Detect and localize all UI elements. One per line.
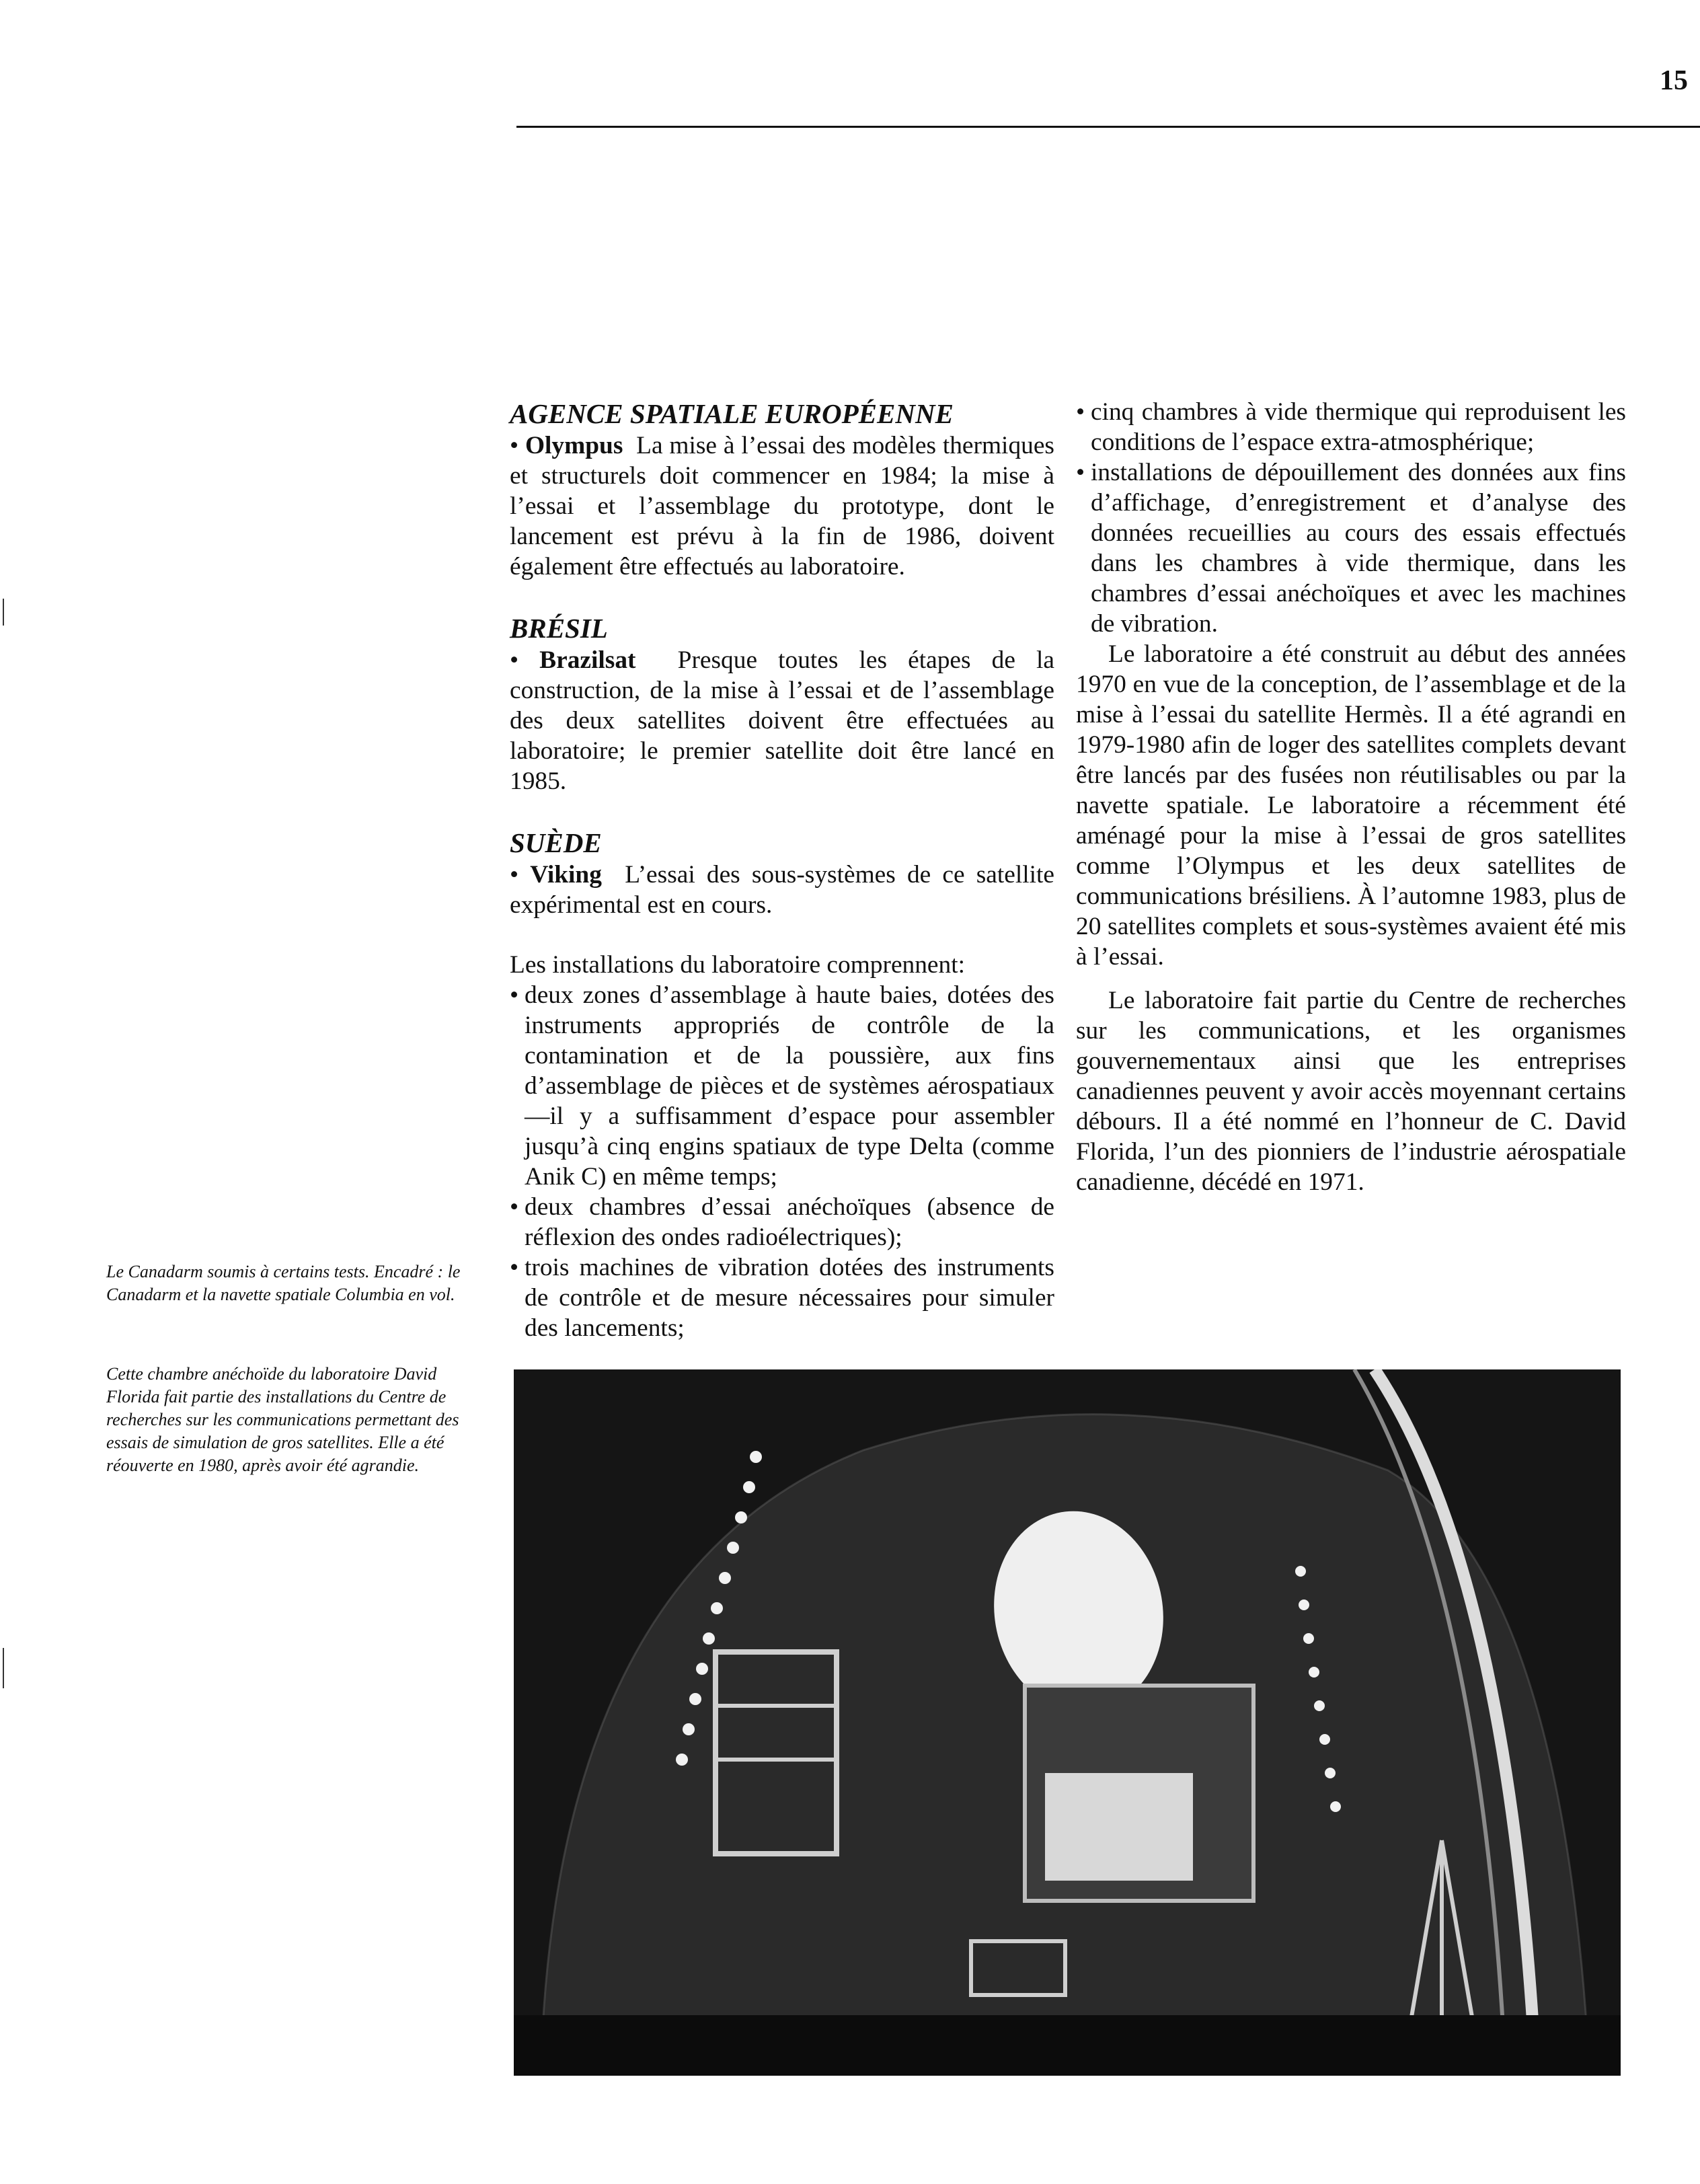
caption-chamber: Cette chambre anéchoïde du laboratoire David Florida fait partie des installations du Centre de recherches sur les communications permettant des essais de simulation de gros satellites. Elle a été réouverte en 1980, après avoir été agrandie.	[106, 1364, 459, 1475]
margin-mark	[3, 1648, 4, 1688]
entry-lead-brazilsat: Brazilsat	[539, 646, 636, 674]
facility-item: • deux chambres d’essai anéchoïques (absence de réflexion des ondes radioélectriques);	[510, 1192, 1054, 1252]
page-number: 15	[1660, 65, 1688, 96]
section-heading-suede: SUÈDE	[510, 827, 602, 858]
facilities-list-continued	[1076, 397, 1626, 639]
entry-lead-olympus: Olympus	[525, 432, 623, 459]
facility-item: • deux zones d’assemblage à haute baies, dotées des instruments appropriés de contrôle de la contamination et de la poussière, aux fins d’assemblage de pièces et de systèmes aérospatiaux—il y a suffisamment d’espace pour assembler jusqu’à cinq engins spatiaux de type Delta (comme Anik C) en même temps;	[510, 980, 1054, 1192]
facilities-list	[510, 980, 1054, 1343]
facility-item: • cinq chambres à vide thermique qui reproduisent les conditions de l’espace extra-atmosphérique;	[1076, 397, 1626, 457]
section-entry-olympus: • Olympus La mise à l’essai des modèles thermiques et structurels doit commencer en 1984; la mise à l’essai et l’assemblage du prototype, dont le lancement est prévu à la fin de 1986, doivent également être effectués au laboratoire.	[510, 432, 1054, 580]
facility-item: • trois machines de vibration dotées des instruments de contrôle et de mesure nécessaires pour simuler des lancements;	[510, 1252, 1054, 1343]
photo-illustration	[514, 1369, 1621, 2076]
right-column	[1076, 397, 1626, 1197]
entry-text-brazilsat: Presque toutes les étapes de la construction, de la mise à l’essai et de l’assemblage des deux satellites doivent être effectuées au laboratoire; le premier satellite doit être lancé en 1985.	[510, 646, 1054, 795]
entry-lead-viking: Viking	[530, 861, 602, 889]
margin-mark	[3, 599, 4, 626]
section-entry-viking: • Viking L’essai des sous-systèmes de ce satellite expérimental est en cours.	[510, 861, 1054, 919]
header-rule	[516, 126, 1700, 128]
facility-item: • installations de dépouillement des données aux fins d’affichage, d’enregistrement et d’analyse des données recueillies au cours des essais effectués dans les chambres à vide thermique, dans les chambres d’essai anéchoïques et avec les machines de vibration.	[1076, 457, 1626, 639]
anechoic-chamber-photo	[514, 1369, 1621, 2076]
facilities-intro: Les installations du laboratoire comprennent:	[510, 951, 965, 979]
body-paragraph: Le laboratoire a été construit au début des années 1970 en vue de la conception, de l’assemblage et de la mise à l’essai du satellite Hermès. Il a été agrandi en 1979-1980 afin de loger des satellites complets devant être lancés par des fusées non réutilisables ou par la navette spatiale. Le laboratoire a récemment été aménagé pour la mise à l’essai de gros satellites comme l’Olympus et les deux satellites de communications brésiliens. À l’automne 1983, plus de 20 satellites complets et sous-systèmes avaient été mis à l’essai.	[1076, 640, 1626, 971]
section-heading-esa: AGENCE SPATIALE EUROPÉENNE	[510, 398, 954, 429]
body-paragraph: Le laboratoire fait partie du Centre de recherches sur les communications, et les organismes gouvernementaux ainsi que les entreprises canadiennes peuvent y avoir accès moyennant certains débours. Il a été nommé en l’honneur de C. David Florida, l’un des pionniers de l’industrie aérospatiale canadienne, décédé en 1971.	[1076, 987, 1626, 1196]
entry-text-viking: L’essai des sous-systèmes de ce satellite expérimental est en cours.	[510, 861, 1054, 919]
entry-text-olympus: La mise à l’essai des modèles thermiques et structurels doit commencer en 1984; la mise à l’essai et l’assemblage du prototype, dont le lancement est prévu à la fin de 1986, doivent également être effectués au laboratoire.	[510, 432, 1054, 580]
section-entry-brazilsat: • Brazilsat Presque toutes les étapes de la construction, de la mise à l’essai et de l’assemblage des deux satellites doivent être effectuées au laboratoire; le premier satellite doit être lancé en 1985.	[510, 646, 1054, 795]
caption-canadarm: Le Canadarm soumis à certains tests. Encadré : le Canadarm et la navette spatiale Columbia en vol.	[106, 1262, 461, 1304]
section-heading-bresil: BRÉSIL	[510, 613, 608, 644]
left-column	[510, 397, 1054, 1343]
